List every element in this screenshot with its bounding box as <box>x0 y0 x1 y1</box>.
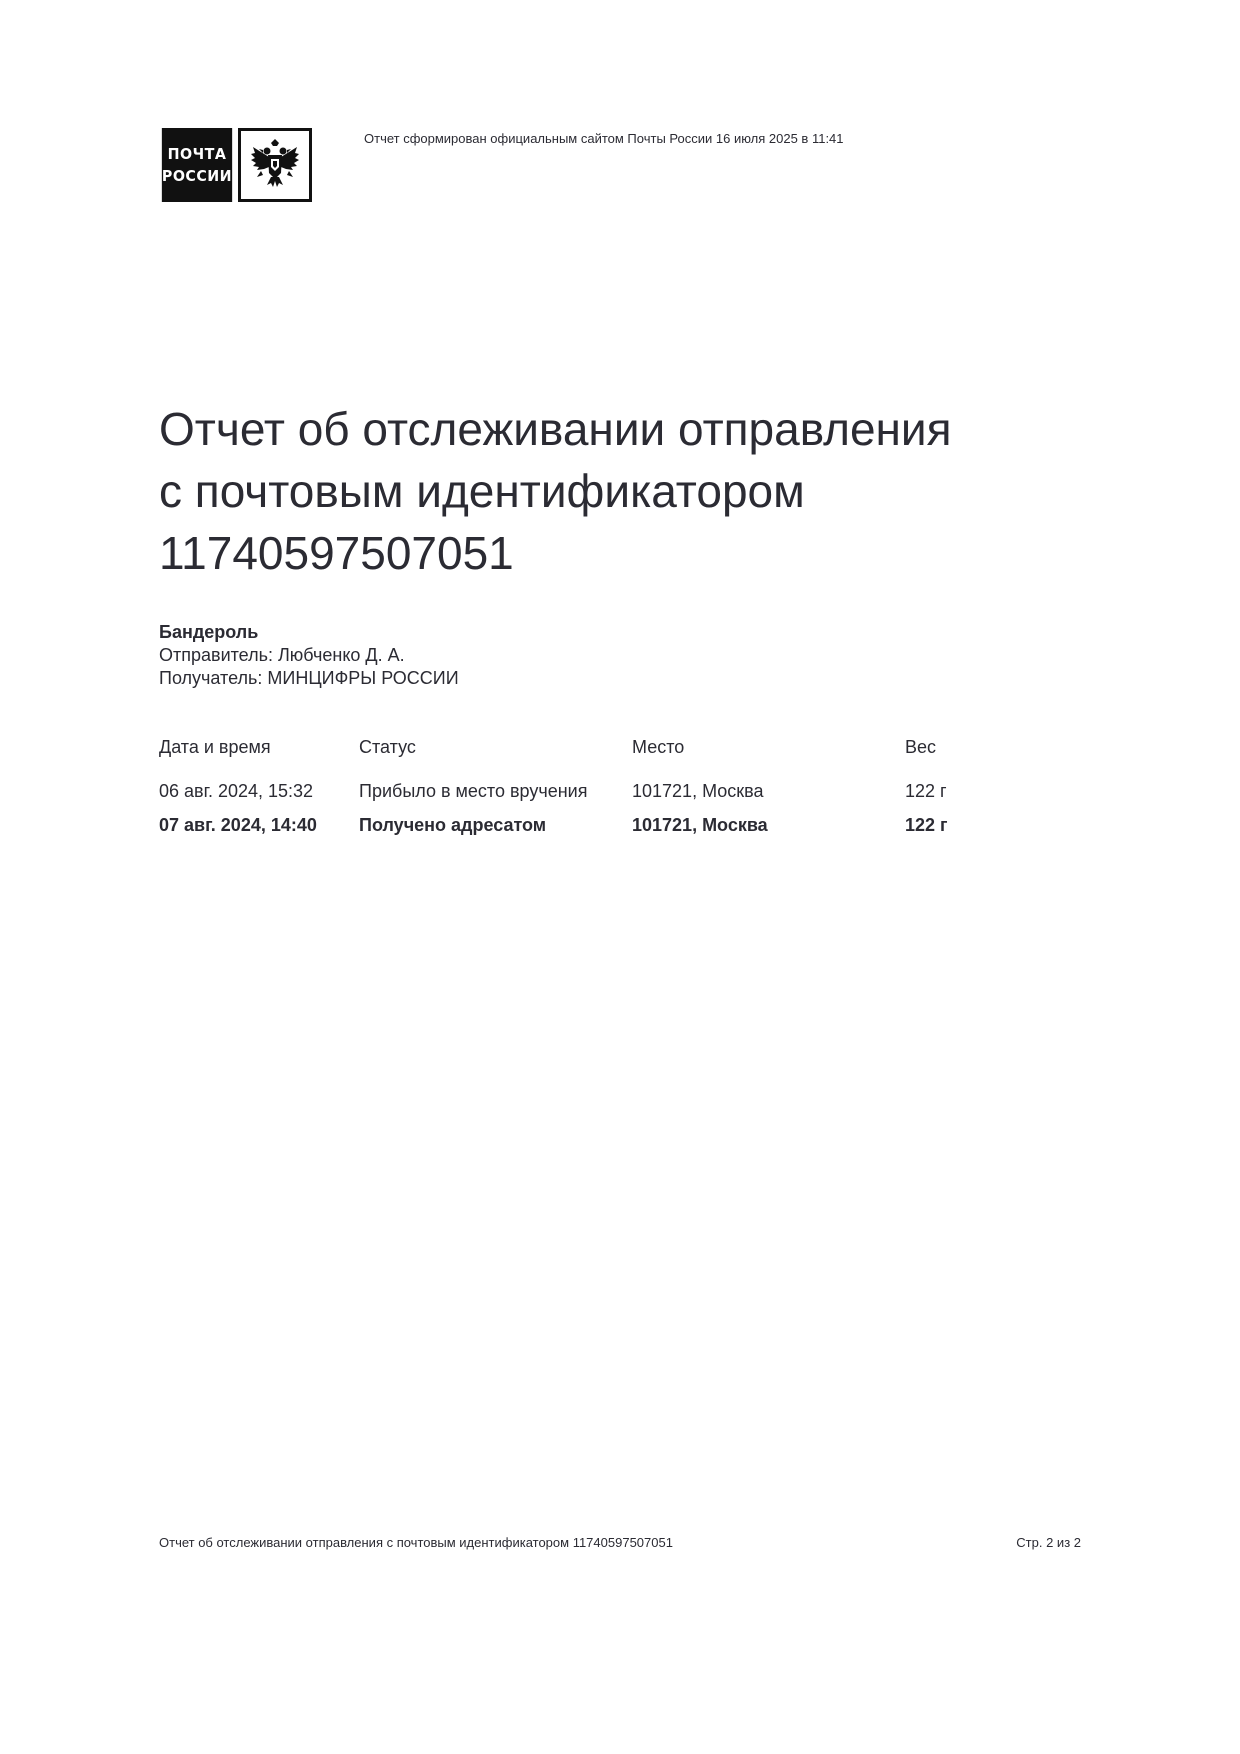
page-number: Стр. 2 из 2 <box>1016 1535 1081 1550</box>
table-header-row <box>159 736 1159 780</box>
tracking-events-table <box>159 736 1159 848</box>
shipment-details <box>159 621 459 690</box>
report-title <box>159 398 1159 584</box>
event-weight: 122 г <box>905 781 947 801</box>
tracking-id: 11740597507051 <box>159 527 514 579</box>
event-place: 101721, Москва <box>632 781 764 801</box>
header-status: Статус <box>359 737 416 757</box>
report-generated-note: Отчет сформирован официальным сайтом Почты России 16 июля 2025 в 11:41 <box>364 131 844 146</box>
event-status: Получено адресатом <box>359 815 547 835</box>
header-weight: Вес <box>905 737 937 757</box>
event-place: 101721, Москва <box>632 815 768 835</box>
event-date: 06 авг. 2024, 15:32 <box>159 781 314 801</box>
logo-line-1: ПОЧТА <box>167 145 227 163</box>
table-row <box>159 814 1159 848</box>
event-weight: 122 г <box>905 815 948 835</box>
event-date: 07 авг. 2024, 14:40 <box>159 815 317 835</box>
title-line-2: с почтовым идентификатором <box>159 465 805 517</box>
sender: Отправитель: Любченко Д. А. <box>159 645 405 665</box>
logo-wordmark <box>162 128 232 202</box>
footer-report-title: Отчет об отслеживании отправления с почтовым идентификатором 11740597507051 <box>159 1535 673 1550</box>
item-type: Бандероль <box>159 622 259 642</box>
header-date: Дата и время <box>159 737 271 757</box>
event-status: Прибыло в место вручения <box>359 781 588 801</box>
double-headed-eagle-icon <box>238 128 312 202</box>
recipient: Получатель: МИНЦИФРЫ РОССИИ <box>159 668 459 688</box>
logo-line-2: РОССИИ <box>161 167 233 185</box>
title-line-1: Отчет об отслеживании отправления <box>159 403 952 455</box>
header-place: Место <box>632 737 685 757</box>
pochta-rossii-logo <box>160 128 312 202</box>
table-row <box>159 780 1159 814</box>
